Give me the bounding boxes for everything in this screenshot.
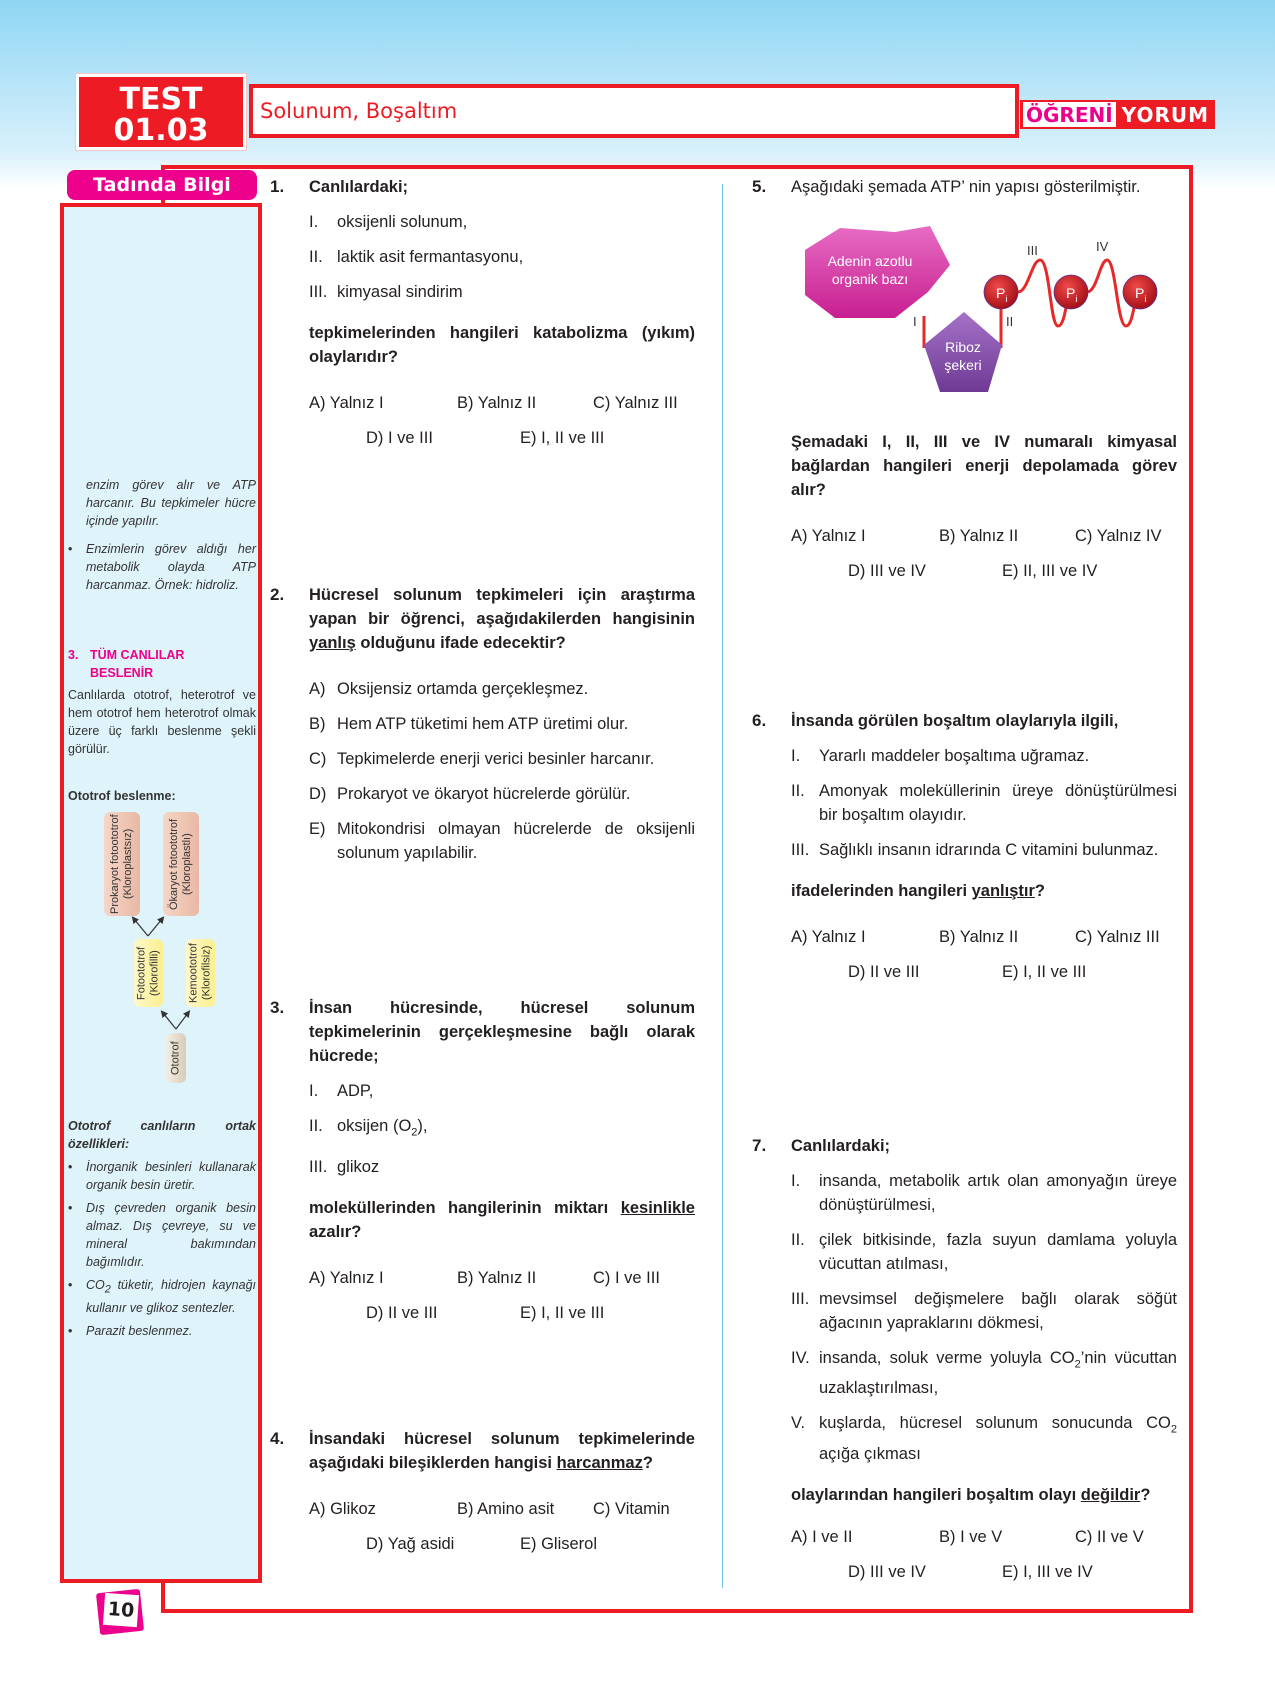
statement-item [791,1169,1177,1217]
page-number: 10 [103,1593,139,1627]
section-paragraph: Canlılarda ototrof, heterotrof ve hem ototrof hem heterotrof olmak üzere üç farklı beslenme şekli görülür. [68,688,256,756]
sidebar-intro [86,476,256,530]
option-text: Prokaryot ve ökaryot hücrelerde görülür. [337,785,631,803]
column-divider [722,184,723,1588]
brand-logo [1020,100,1215,129]
question-number: 1. [270,177,285,196]
option-b[interactable]: B) Yalnız II [939,928,1019,946]
option-a[interactable]: A) Yalnız I [309,1269,384,1288]
question-5 [752,175,1177,199]
stem-emphasis: yanlıştır [971,882,1035,900]
brand-part2: YORUM [1121,103,1209,127]
question-stem-intro: Canlılardaki; [791,1137,891,1155]
statement-text: glikoz [337,1158,380,1177]
arrow-to-kemoototrof [176,1013,188,1029]
features-list [68,1153,256,1340]
subscript: 2 [1074,1358,1081,1371]
question-number: 7. [752,1136,767,1155]
question-stem: Şemadaki I, II, III ve IV numaralı kimyasal bağlardan hangileri enerji depolamada görev alır? [791,433,1177,499]
option-d[interactable]: D) III ve IV [848,1562,926,1581]
diagram-title: Ototrof beslenme: [68,789,176,803]
roman-numeral: III. [309,283,328,301]
question-stem-intro: Aşağıdaki şemada ATP’ nin yapısı gösterilmiştir. [791,178,1141,196]
option-e[interactable]: E) I, II ve III [520,429,605,447]
roman-numeral: II. [791,782,805,800]
option-b[interactable]: B) Yalnız II [457,1269,537,1288]
statement-text: oksijen (O [337,1117,412,1135]
statement-item [309,280,695,304]
option-e[interactable]: E) Mitokondrisi olmayan hücrelerde de oksijenli solunum yapılabilir. [309,817,695,865]
phosphate-label: $P_i$ [1135,285,1147,304]
statement-text: kimyasal sindirim [337,283,463,301]
roman-numeral: III. [791,841,810,859]
feature-item-text: tüketir, hidrojen kaynağı kullanır ve glikoz sentezler. [86,1278,256,1315]
statement-item [309,1155,695,1179]
question-stem [309,583,695,655]
statement-item [791,1287,1177,1335]
roman-numeral: I. [791,1172,801,1190]
statement-text: laktik asit fermantasyonu, [337,248,524,266]
bullet-icon: • [68,542,73,556]
option-d[interactable]: D) II ve III [848,963,920,981]
option-b[interactable]: B) Hem ATP tüketimi hem ATP üretimi olur. [309,712,695,736]
statement-text: oksijenli solunum, [337,213,468,231]
statement-item [791,1346,1177,1400]
riboz-label-2: şekeri [944,357,982,373]
stem-text: Hücresel solunum tepkimeleri için araştırma yapan bir öğrenci, aşağıdakilerden hangisinin [309,586,695,628]
question-stem-intro: İnsan hücresinde, hücresel solunum tepkimelerinin gerçekleşmesine bağlı olarak hücrede; [309,999,695,1065]
stem-text: İnsandaki hücresel solunum tepkimelerinde aşağıdaki bileşiklerden hangisi [309,1430,695,1472]
statement-text: açığa çıkması [819,1444,921,1463]
option-e[interactable]: E) I, II ve III [520,1304,605,1323]
question-2 [270,583,695,865]
option-b[interactable]: B) Amino asit [457,1500,555,1518]
sidebar-tab-title: Tadında Bilgi [67,170,257,200]
statement-item [309,1079,695,1103]
option-a[interactable]: A) Glikoz [309,1500,376,1518]
okaryot-box: Ökaryot fotoototrof (Kloroplastlı) [163,812,199,916]
statement-text: ADP, [337,1082,374,1100]
statement-text: Sağlıklı insanın idrarında C vitamini bulunmaz. [819,841,1159,859]
option-text: Oksijensiz ortamda gerçekleşmez. [337,680,589,698]
option-text: Mitokondrisi olmayan hücrelerde de oksijenli solunum yapılabilir. [337,820,695,862]
option-d[interactable]: D) Yağ asidi [366,1535,455,1553]
kemoototrof-box: Kemoototrof (Klorofilsiz) [186,939,215,1007]
riboz-label-1: Riboz [945,339,981,355]
option-c[interactable]: C) Tepkimelerde enerji verici besinler harcanır. [309,747,695,771]
question-stem [791,879,1177,903]
arrow-to-prokaryot [134,919,148,936]
roman-numeral: II. [791,1231,805,1249]
option-a[interactable]: A) Yalnız I [791,527,866,545]
subscript: 2 [1170,1423,1177,1436]
section-heading [68,646,256,682]
question-number: 6. [752,711,767,730]
option-c[interactable]: C) Vitamin [593,1500,670,1518]
answer-options [791,925,1177,995]
question-stem: tepkimelerinden hangileri katabolizma (yıkım) olaylarıdır? [309,324,695,366]
stem-text: ifadelerinden hangileri [791,882,972,900]
answer-options [309,391,695,461]
phosphate-label: $P_i$ [1066,285,1078,304]
statement-item [309,1114,695,1144]
option-e[interactable]: E) I, II ve III [1002,963,1087,981]
stem-emphasis: değildir [1080,1485,1141,1504]
statement-text: çilek bitkisinde, fazla suyun damlama yoluyla vücuttan atılması, [819,1231,1177,1273]
test-label: TEST [119,82,203,117]
option-b[interactable]: B) I ve V [939,1527,1003,1546]
option-d[interactable]: D) III ve IV [848,562,926,580]
option-d[interactable]: D) II ve III [366,1304,438,1323]
statement-item [791,1411,1177,1465]
bullet-icon: • [68,1278,73,1292]
roman-numeral: I. [309,213,319,231]
statement-text: ), [417,1117,428,1135]
roman-numeral: III. [791,1290,810,1308]
option-a[interactable]: A) I ve II [791,1527,853,1546]
stem-emphasis: kesinlikle [620,1199,695,1218]
adenin-label-1: Adenin azotlu [827,253,913,269]
option-c[interactable]: C) Yalnız III [593,394,678,412]
bond-label-i: I [913,314,917,329]
stem-text: moleküllerinden hangilerinin miktarı [309,1199,621,1218]
statement-text: mevsimsel değişmelere bağlı olarak söğüt ağacının yapraklarını dökmesi, [819,1290,1177,1332]
question-number: 2. [270,585,285,604]
bond-label-iii: III [1027,243,1038,258]
stem-text: ? [1034,882,1045,900]
feature-item: İnorganik besinleri kullanarak organik besin üretir. [86,1160,256,1192]
answer-options [309,1497,695,1567]
bond-label-ii: II [1006,314,1014,329]
question-number: 3. [270,998,285,1017]
statement-item [791,1228,1177,1276]
statement-text: kuşlarda, hücresel solunum sonucunda CO [819,1414,1171,1433]
option-d[interactable]: D) Prokaryot ve ökaryot hücrelerde görülür. [309,782,695,806]
option-c[interactable]: C) I ve III [593,1269,660,1288]
option-b[interactable]: B) Yalnız II [457,394,537,412]
option-b[interactable]: B) Yalnız II [939,527,1019,545]
statement-item [791,779,1177,827]
statement-item [309,245,695,269]
statement-item [791,838,1177,862]
option-c[interactable]: C) Yalnız IV [1075,527,1162,545]
prokaryot-box: Prokaryot fotoototrof (Kloroplastsız) [104,812,140,916]
question-stem-intro: Canlılardaki; [309,178,409,196]
question-stem [309,1196,695,1244]
answer-options [791,1525,1177,1595]
sidebar-info-box [60,203,262,1583]
answer-options [791,524,1177,594]
stem-text: olduğunu ifade edecektir? [355,634,566,652]
statement-item [791,744,1177,768]
option-c[interactable]: C) II ve V [1075,1527,1144,1546]
statement-text: ’nin vücuttan uzaklaştırılması, [819,1349,1177,1398]
stem-text: azalır? [309,1223,362,1242]
section-title: TÜM CANLILAR BESLENİR [90,648,185,680]
subscript: 2 [411,1126,418,1139]
bond-label-iv: IV [1096,239,1109,254]
roman-numeral: II. [309,248,323,266]
bullet-icon: • [68,1201,73,1215]
roman-numeral: IV. [791,1349,810,1367]
question-stem [791,1483,1177,1507]
option-e[interactable]: E) Gliserol [520,1535,598,1553]
question-4 [270,1427,695,1567]
test-number: 01.03 [113,113,209,148]
option-a[interactable]: A) Oksijensiz ortamda gerçekleşmez. [309,677,695,701]
test-badge [76,74,246,150]
statement-text: Amonyak moleküllerinin üreye dönüştürülmesi bir boşaltım olayıdır. [819,782,1177,824]
question-number: 4. [270,1429,285,1448]
stem-text: ? [1140,1485,1151,1504]
roman-numeral: I. [309,1082,319,1100]
co2-text: CO [86,1278,105,1292]
option-e[interactable]: E) II, III ve IV [1002,562,1098,580]
statement-item [309,210,695,234]
question-stem-intro: İnsanda görülen boşaltım olaylarıyla ilgili, [791,712,1119,730]
option-text: Hem ATP tüketimi hem ATP üretimi olur. [337,715,629,733]
statement-text: insanda, soluk verme yoluyla CO [819,1349,1075,1367]
roman-numeral: II. [309,1117,323,1135]
features-title-text: Ototrof canlıların ortak özellikleri: [68,1119,256,1151]
question-5-stem [791,430,1177,594]
statement-text: insanda, metabolik artık olan amonyağın üreye dönüştürülmesi, [819,1172,1177,1214]
sidebar-intro-text: enzim görev alır ve ATP harcanır. Bu tepkimeler hücre içinde yapılır. [86,478,256,528]
option-text: Tepkimelerde enerji verici besinler harcanır. [337,750,655,768]
question-6 [752,709,1177,995]
flow-arrows [90,910,240,1040]
co2-subscript: 2 [104,1283,111,1296]
section-text [68,686,256,758]
answer-options [309,677,695,865]
adenin-label-2: organik bazı [831,271,909,287]
bullet-icon: • [68,1160,73,1174]
question-number: 5. [752,177,767,196]
arrow-to-fotoototrof [163,1013,176,1029]
section-number: 3. [68,648,79,662]
fotoototrof-box: Fotoototrof (Klorofilli) [134,939,163,1007]
answer-options [309,1266,695,1336]
ototrof-box: Ototrof [166,1033,186,1083]
question-3 [270,996,695,1336]
phosphate-label: $P_i$ [996,285,1008,304]
question-7 [752,1134,1177,1595]
option-e[interactable]: E) I, III ve IV [1002,1562,1093,1581]
stem-emphasis: yanlış [309,634,356,652]
stem-emphasis: harcanmaz [556,1454,643,1472]
sidebar-bullet-text: Enzimlerin görev aldığı her metabolik olayda ATP harcanmaz. Örnek: hidroliz. [86,542,256,592]
statement-text: Yararlı maddeler boşaltıma uğramaz. [819,747,1090,765]
bullet-icon: • [68,1323,73,1338]
question-1 [270,175,695,461]
option-c[interactable]: C) Yalnız III [1075,928,1160,946]
stem-text: olaylarından hangileri boşaltım olayı [791,1485,1081,1504]
roman-numeral: III. [309,1158,328,1177]
feature-item: Dış çevreden organik besin almaz. Dış çevreye, su ve mineral bakımından bağımlıdır. [86,1201,256,1269]
arrow-to-okaryot [148,919,162,936]
option-a[interactable]: A) Yalnız I [309,394,384,412]
brand-part1: ÖĞRENİ [1023,102,1116,127]
stem-text: ? [642,1454,653,1472]
option-a[interactable]: A) Yalnız I [791,928,866,946]
feature-item: Parazit beslenmez. [86,1323,193,1338]
feature-item [86,1276,256,1317]
page-title: Solunum, Boşaltım [260,99,458,123]
features-title [68,1117,256,1153]
sidebar-bullet [68,535,256,594]
roman-numeral: V. [791,1414,806,1433]
roman-numeral: I. [791,747,801,765]
atp-diagram [800,220,1170,400]
question-stem [309,1427,695,1475]
option-d[interactable]: D) I ve III [366,429,433,447]
